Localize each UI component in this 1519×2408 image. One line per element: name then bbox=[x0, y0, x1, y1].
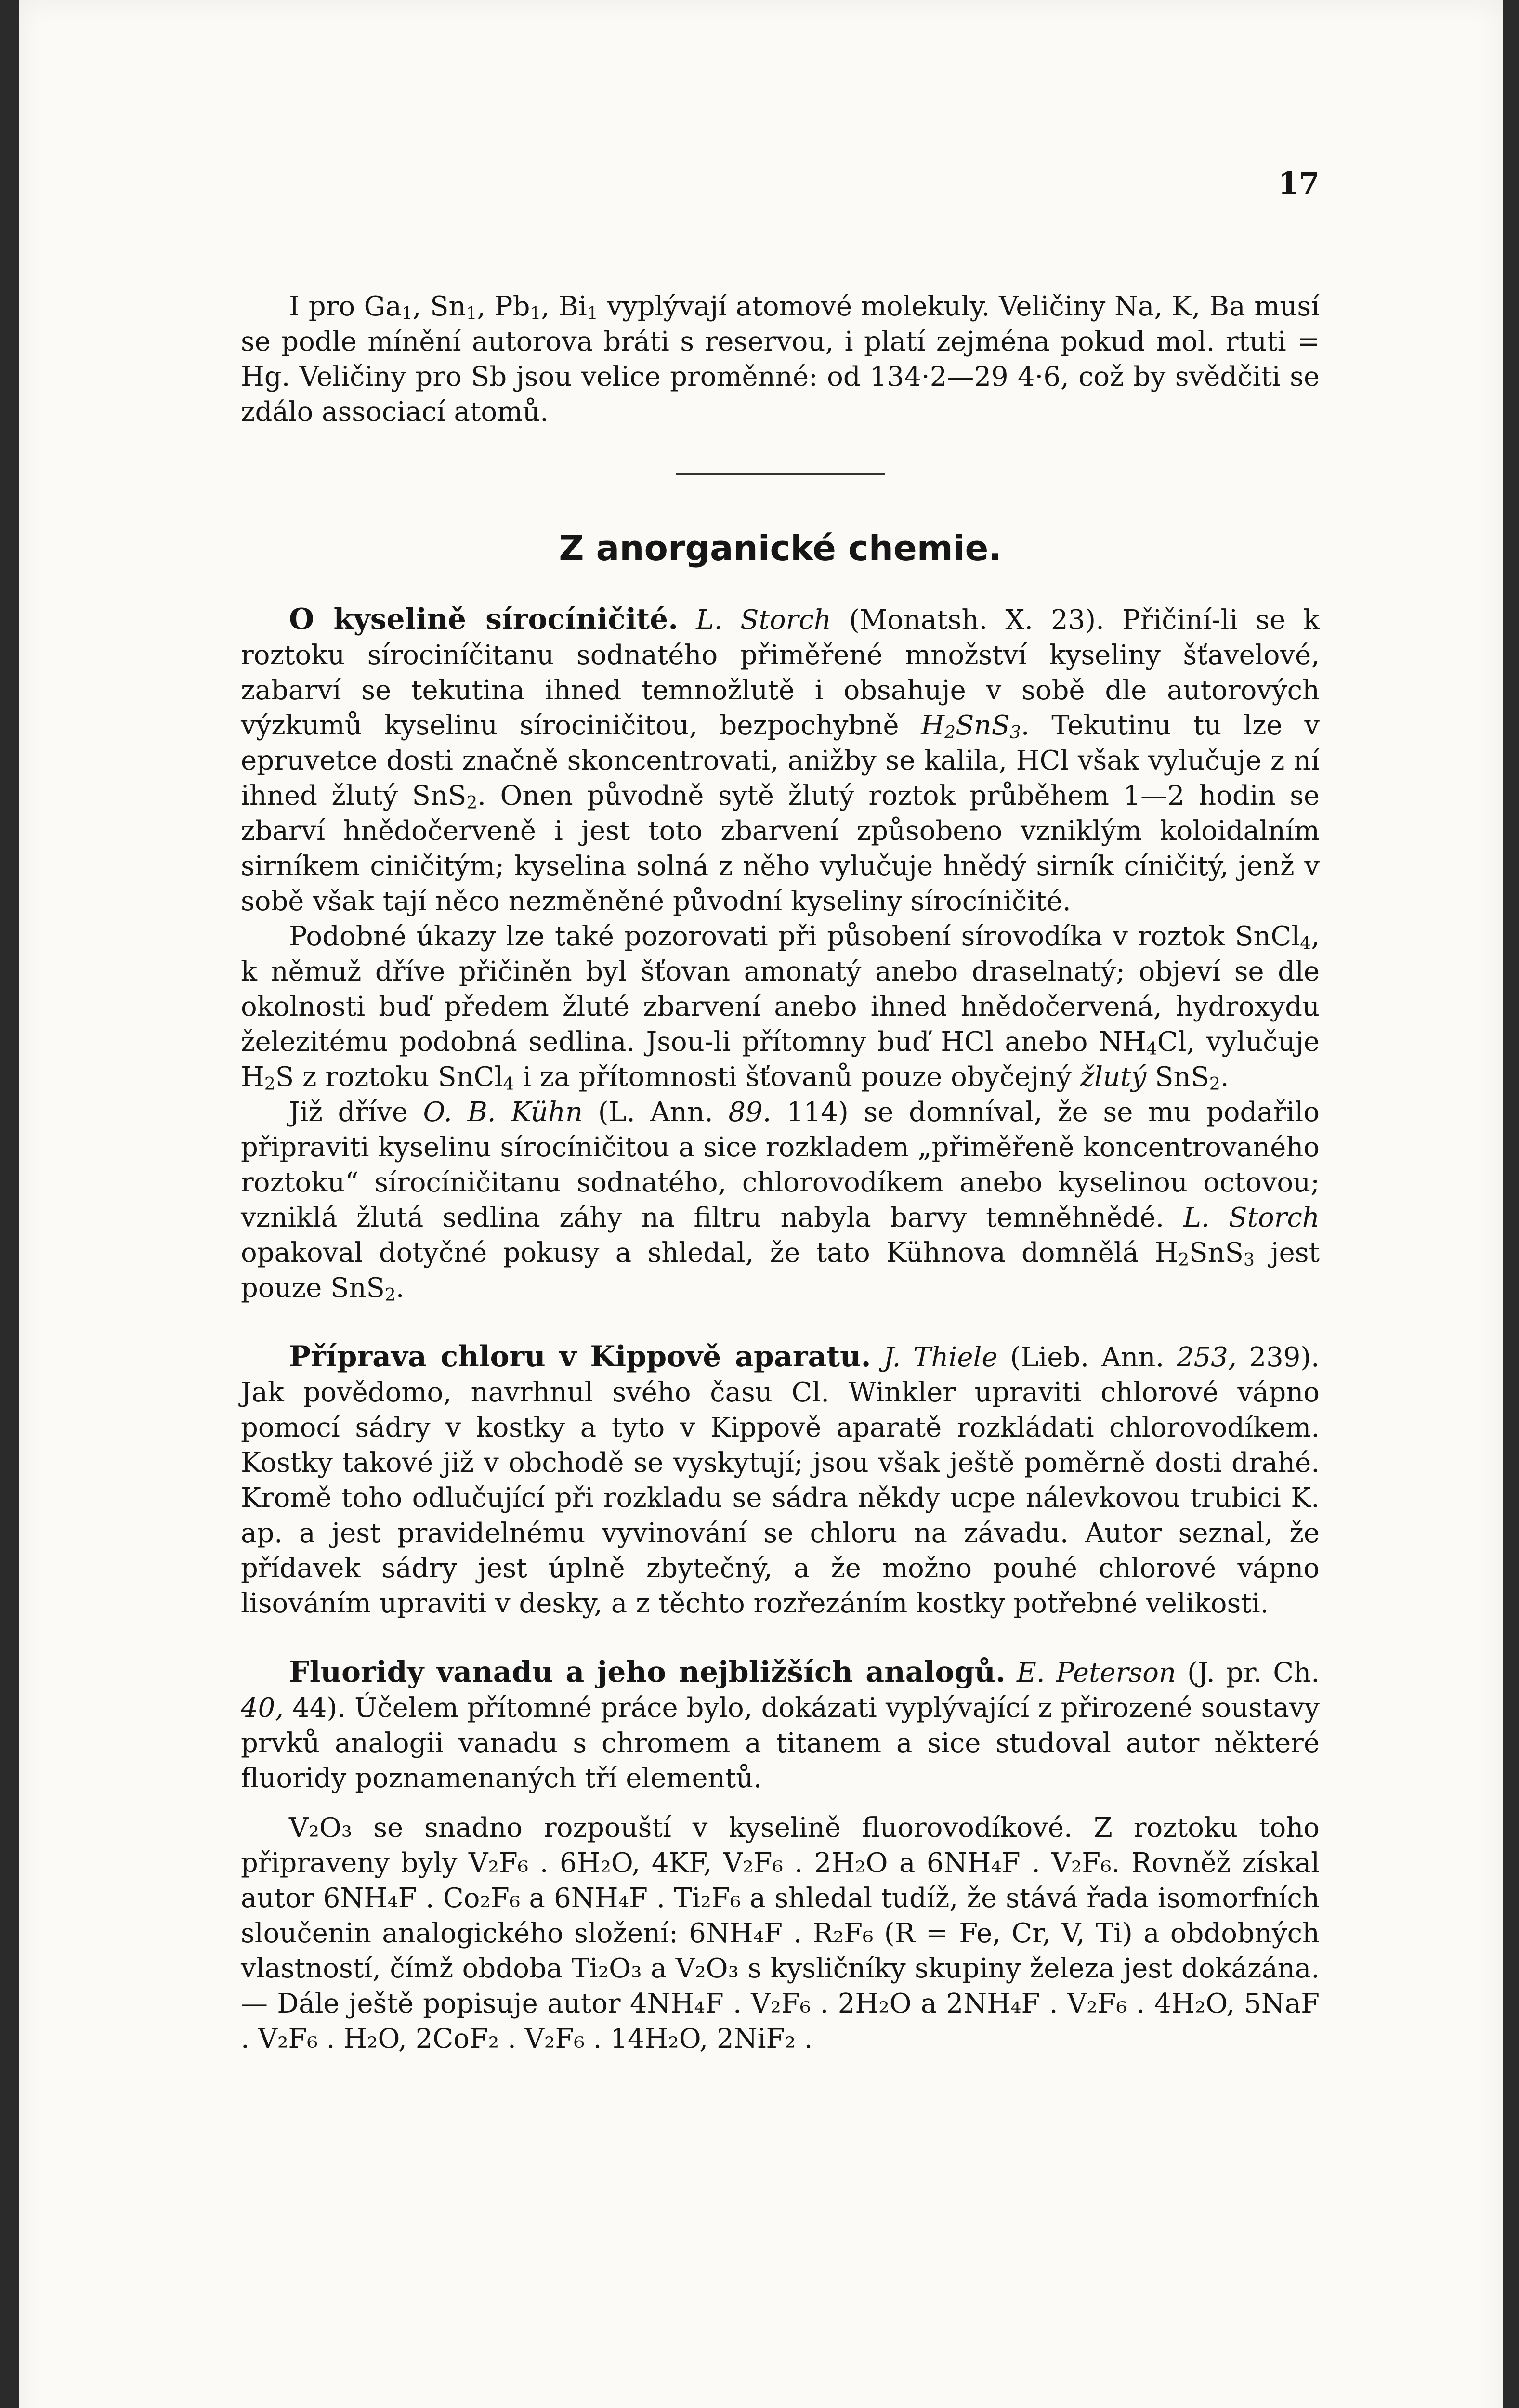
article-title: Fluoridy vanadu a jeho nejbližších analogů. bbox=[289, 1655, 1006, 1689]
article-author: J. Thiele bbox=[883, 1342, 998, 1373]
article-storch bbox=[241, 602, 1320, 1306]
article-thiele bbox=[241, 1339, 1320, 1621]
article-author: L. Storch bbox=[696, 604, 831, 636]
article-title: Příprava chloru v Kippově aparatu. bbox=[289, 1340, 871, 1374]
article-peterson-p2: V₂O₃ se snadno rozpouští v kyselině fluorovodíkové. Z roztoku toho připraveny byly V₂F₆ . 6H₂O, 4KF, V₂F₆ . 2H₂O a 6NH₄F . V₂F₆. Rovněž získal autor 6NH₄F . Co₂F₆ a 6NH₄F . Ti₂F₆ a shledal tudíž, že stává řada isomorfních sloučenin analogického složení: 6NH₄F . R₂F₆ (R = Fe, Cr, V, Ti) a obdobných vlastností, čímž obdoba Ti₂O₃ a V₂O₃ s kysličníky skupiny železa jest dokázána. — Dále ještě popisuje autor 4NH₄F . V₂F₆ . 2H₂O a 2NH₄F . V₂F₆ . 4H₂O, 5NaF . V₂F₆ . H₂O, 2CoF₂ . V₂F₆ . 14H₂O, 2NiF₂ . bbox=[241, 1812, 1320, 2055]
article-storch-p2: Podobné úkazy lze také pozorovati při působení sírovodíka v roztok SnCl$_4$, k němuž dříve přičiněn byl šťovan amonatý anebo draselnatý; objeví se dle okolnosti buď předem žluté zbarvení anebo ihned hnědočervená, hydroxydu železitému podobná sedlina. Jsou-li přítomny buď HCl anebo $NH_4Cl$, vylučuje $H_2S$ z roztoku SnCl$_4$ i za přítomnosti šťovanů pouze obyčejný žlutý SnS$_2$. bbox=[241, 921, 1320, 1094]
page-sheet bbox=[19, 0, 1503, 2408]
article-author: E. Peterson bbox=[1016, 1657, 1176, 1688]
intro-paragraph: I pro $Ga_1$, $Sn_1$, $Pb_1$, $Bi_1$ vyplývají atomové molekuly. Veličiny Na, K, Ba musí se podle mínění autorova bráti s reservou, i platí zejména pokud mol. rtuti = Hg. Veličiny pro Sb jsou velice proměnné: od 134·2—29 4·6, což by svědčiti se zdálo associací atomů. bbox=[241, 291, 1320, 428]
article-storch-p1: O kyselině sírocíničité. L. Storch (Monatsh. X. 23). Přičiní-li se k roztoku sírociníčitanu sodnatého přiměřené množství kyseliny šťavelové, zabarví se tekutina ihned temnožlutě i obsahuje v sobě dle autorových výzkumů kyselinu sírociničitou, bezpochybně $H_2SnS_3$. Tekutinu tu lze v epruvetce dosti značně skoncentrovati, anižby se kalila, HCl však vylučuje z ní ihned žlutý SnS$_2$. Onen původně sytě žlutý roztok průběhem 1—2 hodin se zbarví hnědočerveně i jest toto zbarvení způsobeno vzniklým koloidalním sirníkem ciničitým; kyselina solná z něho vylučuje hnědý sirník cíničitý, jenž v sobě však tají něco nezměněné původní kyseliny sírocíničité. bbox=[241, 602, 1320, 917]
article-peterson bbox=[241, 1655, 1320, 2056]
page-content bbox=[241, 166, 1320, 2056]
article-peterson-p1: Fluoridy vanadu a jeho nejbližších analogů. E. Peterson (J. pr. Ch. 40, 44). Účelem přítomné práce bylo, dokázati vyplývající z přirozené soustavy prvků analogii vanadu s chromem a titanem a sice studoval autor některé fluoridy poznamenaných tří elementů. bbox=[241, 1655, 1320, 1794]
article-thiele-p1: Příprava chloru v Kippově aparatu. J. Thiele (Lieb. Ann. 253, 239). Jak povědomo, navrhnul svého času Cl. Winkler upraviti chlorové vápno pomocí sádry v kostky a tyto v Kippově aparatě rozkládati chlorovodíkem. Kostky takové již v obchodě se vyskytují; jsou však ještě poměrně dosti drahé. Kromě toho odlučující při rozkladu se sádra někdy ucpe nálevkovou trubici K. ap. a jest pravidelnému vyvinování se chloru na závadu. Autor seznal, že přídavek sádry jest úplně zbytečný, a že možno pouhé chlorové vápno lisováním upraviti v desky, a z těchto rozřezáním kostky potřebné velikosti. bbox=[241, 1340, 1320, 1619]
separator-rule bbox=[676, 473, 885, 475]
section-heading: Z anorganické chemie. bbox=[559, 528, 1002, 568]
article-title: O kyselině sírocíničité. bbox=[289, 602, 679, 636]
page-number: 17 bbox=[1278, 166, 1320, 201]
article-storch-p3: Již dříve O. B. Kühn (L. Ann. 89. 114) se domníval, že se mu podařilo připraviti kyselinu sírocíničitou a sice rozkladem „přiměřeně koncentrovaného roztoku“ sírocíničitanu sodnatého, chlorovodíkem anebo kyselinou octovou; vzniklá žlutá sedlina záhy na filtru nabyla barvy temněhnědé. L. Storch opakoval dotyčné pokusy a shledal, že tato Kühnova domnělá $H_2SnS_3$ jest pouze SnS$_2$. bbox=[241, 1097, 1320, 1305]
